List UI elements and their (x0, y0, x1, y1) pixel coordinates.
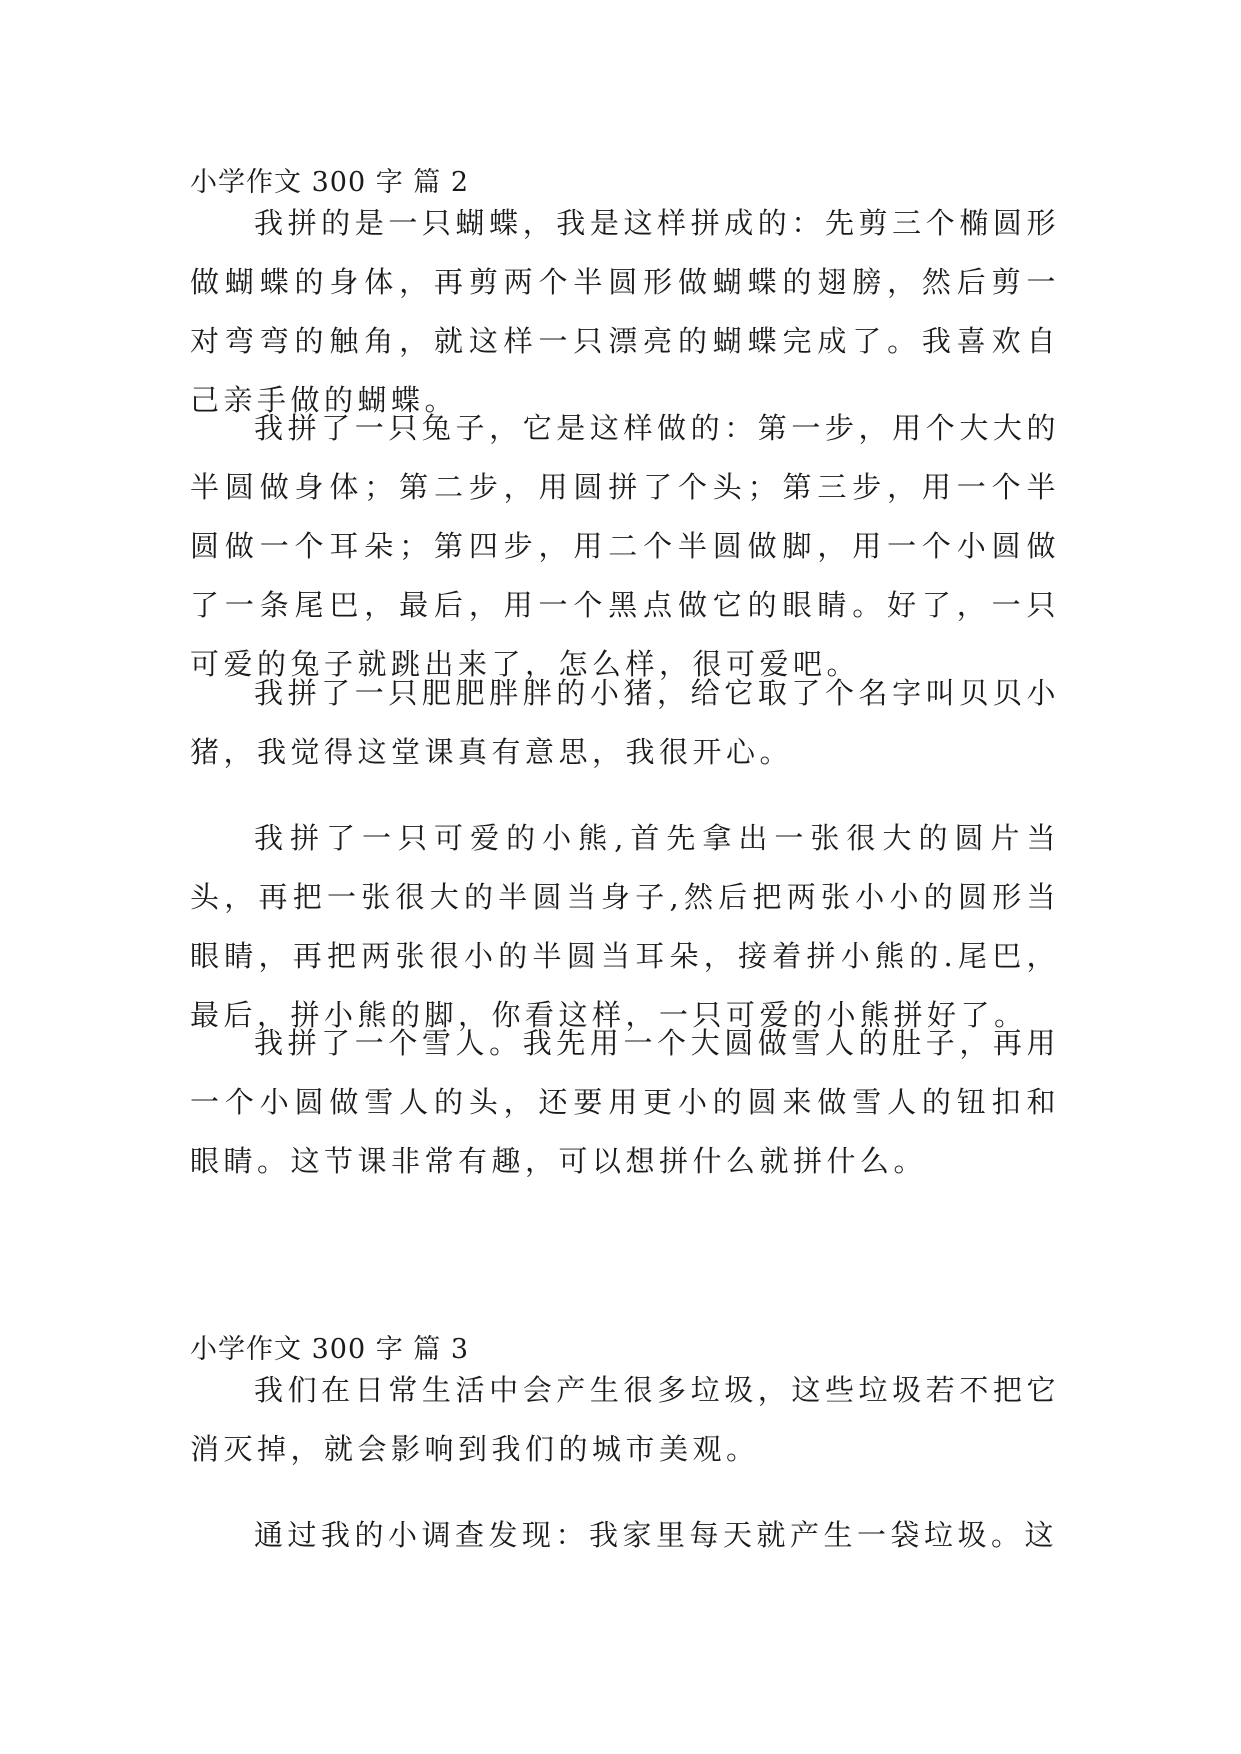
paragraph-garbage: 我们在日常生活中会产生很多垃圾，这些垃圾若不把它消灭掉，就会影响到我们的城市美观。 (190, 1373, 1060, 1466)
paragraph-survey: 通过我的小调查发现：我家里每天就产生一袋垃圾。这 (254, 1518, 1059, 1552)
paragraph-pig: 我拼了一只肥肥胖胖的小猪，给它取了个名字叫贝贝小猪，我觉得这堂课真有意思，我很开心。 (190, 676, 1060, 769)
section-title-2: 小学作文 300 字 篇 2 (190, 167, 470, 198)
paragraph-bear: 我拼了一只可爱的小熊,首先拿出一张很大的圆片当头，再把一张很大的半圆当身子,然后把两张小小的圆形当眼睛，再把两张很小的半圆当耳朵，接着拼小熊的.尾巴，最后，拼小熊的脚，你看这样，一只可爱的小熊拼好了。 (190, 821, 1060, 1032)
paragraph-rabbit: 我拼了一只兔子，它是这样做的：第一步，用个大大的半圆做身体；第二步，用圆拼了个头；第三步，用一个半圆做一个耳朵；第四步，用二个半圆做脚，用一个小圆做了一条尾巴，最后，用一个黑点做它的眼睛。好了，一只可爱的兔子就跳出来了，怎么样，很可爱吧。 (190, 411, 1060, 681)
section-title-3: 小学作文 300 字 篇 3 (190, 1334, 470, 1365)
paragraph-snowman: 我拼了一个雪人。我先用一个大圆做雪人的肚子，再用一个小圆做雪人的头，还要用更小的圆来做雪人的钮扣和眼睛。这节课非常有趣，可以想拼什么就拼什么。 (190, 1026, 1060, 1178)
paragraph-butterfly: 我拼的是一只蝴蝶，我是这样拼成的：先剪三个椭圆形做蝴蝶的身体，再剪两个半圆形做蝴蝶的翅膀，然后剪一对弯弯的触角，就这样一只漂亮的蝴蝶完成了。我喜欢自己亲手做的蝴蝶。 (190, 206, 1060, 417)
